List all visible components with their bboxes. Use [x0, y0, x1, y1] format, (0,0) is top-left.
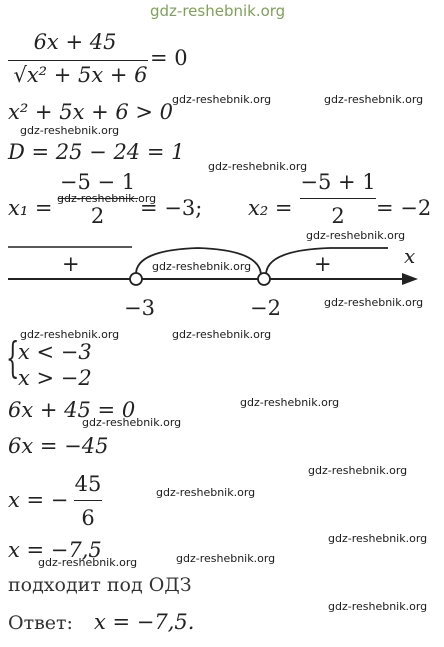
open-point-neg3: [130, 273, 142, 285]
watermark: gdz-reshebnik.org: [240, 396, 340, 409]
watermark: gdz-reshebnik.org: [172, 328, 272, 341]
point-label-neg3: −3: [124, 296, 155, 320]
step-equation-3-lhs: x = −: [8, 488, 69, 512]
watermark: gdz-reshebnik.org: [152, 260, 252, 273]
root-x1-numerator: −5 − 1: [59, 170, 136, 194]
domain-condition: x² + 5x + 6 > 0: [8, 100, 174, 124]
sign-plus-left: +: [62, 252, 80, 276]
equation-denominator: √x² + 5x + 6: [13, 63, 148, 87]
watermark: gdz-reshebnik.org: [57, 192, 157, 205]
system-brace: {: [6, 333, 20, 382]
equation-numerator: 6x + 45: [33, 30, 117, 54]
watermark: gdz-reshebnik.org: [328, 532, 428, 545]
root-x1-rhs: = −3;: [140, 196, 203, 220]
axis-variable: x: [404, 244, 416, 268]
answer-label: Ответ:: [8, 612, 73, 634]
sign-plus-right: +: [314, 252, 332, 276]
watermark-header: gdz-reshebnik.org: [150, 2, 286, 20]
step-equation-1: 6x + 45 = 0: [8, 398, 136, 422]
step-equation-2: 6x = −45: [8, 434, 109, 458]
domain-check-note: подходит под ОДЗ: [8, 574, 192, 596]
step-equation-4: x = −7,5: [8, 538, 102, 562]
root-x2-lhs: x₂ =: [248, 196, 293, 220]
fraction-bar: [8, 60, 148, 61]
root-x2-numerator: −5 + 1: [300, 170, 376, 194]
system-line-2: x > −2: [18, 366, 92, 390]
point-label-neg2: −2: [250, 296, 281, 320]
root-x2-rhs: = −2: [376, 196, 432, 220]
watermark: gdz-reshebnik.org: [38, 556, 138, 569]
equation-rhs: = 0: [150, 46, 188, 70]
watermark: gdz-reshebnik.org: [306, 229, 406, 242]
fraction-bar: [74, 500, 102, 501]
root-x2-denominator: 2: [331, 204, 345, 228]
step3-denominator: 6: [81, 506, 95, 530]
discriminant: D = 25 − 24 = 1: [8, 140, 185, 164]
answer-value: x = −7,5.: [94, 610, 195, 634]
axis-arrow: [402, 273, 418, 285]
watermark: gdz-reshebnik.org: [176, 552, 276, 565]
watermark: gdz-reshebnik.org: [20, 124, 120, 137]
fraction-bar: [300, 198, 376, 199]
system-line-1: x < −3: [18, 340, 92, 364]
watermark: gdz-reshebnik.org: [156, 486, 256, 499]
watermark: gdz-reshebnik.org: [328, 600, 428, 613]
root-x1-lhs: x₁ =: [8, 196, 53, 220]
step3-numerator: 45: [74, 472, 102, 496]
watermark: gdz-reshebnik.org: [208, 160, 308, 173]
watermark: gdz-reshebnik.org: [172, 93, 272, 106]
watermark: gdz-reshebnik.org: [308, 464, 408, 477]
root-x1-denominator: 2: [90, 204, 105, 228]
watermark: gdz-reshebnik.org: [324, 93, 424, 106]
watermark: gdz-reshebnik.org: [82, 416, 182, 429]
watermark: gdz-reshebnik.org: [20, 328, 120, 341]
open-point-neg2: [258, 273, 270, 285]
watermark: gdz-reshebnik.org: [324, 296, 424, 309]
